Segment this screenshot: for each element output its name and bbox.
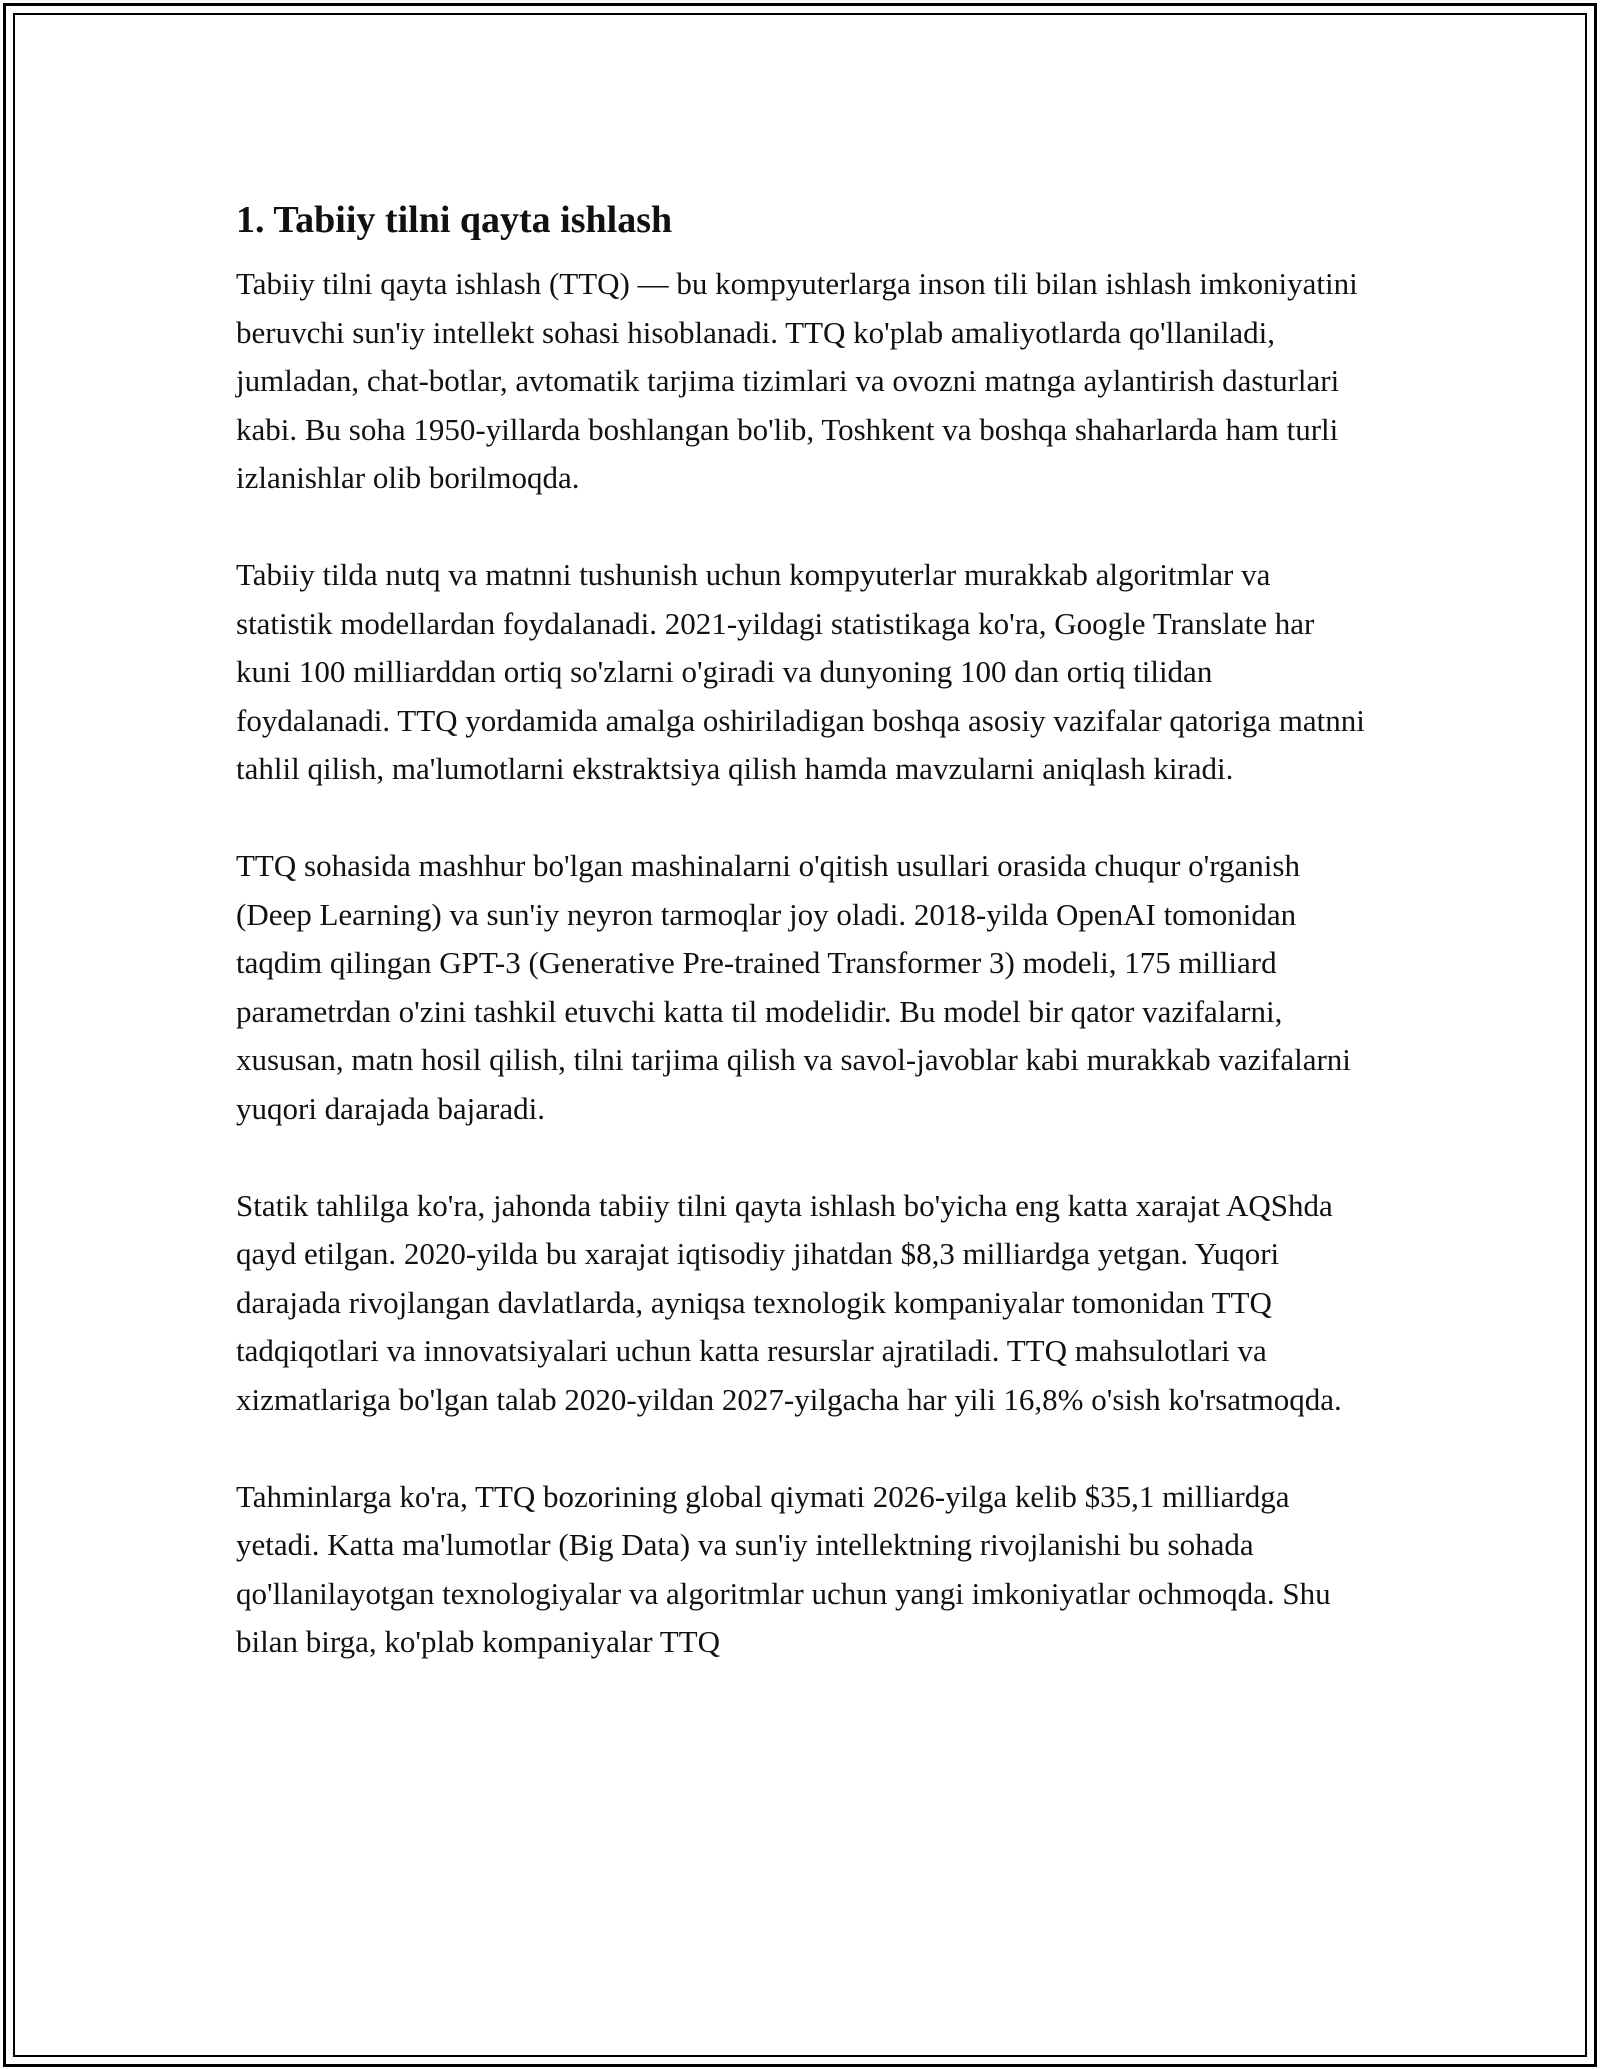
- paragraph-5: Tahminlarga ko'ra, TTQ bozorining global qiymati 2026-yilga kelib $35,1 milliardga yetadi. Katta ma'lumotlar (Big Data) va sun'iy intellektning rivojlanishi bu sohada qo'llanilayotgan texnologiyalar va algoritmlar uchun yangi imkoniyatlar ochmoqda. Shu bilan birga, ko'plab kompaniyalar TTQ: [236, 1478, 1331, 1659]
- document-body: [236, 180, 1366, 1715]
- paragraph-3: TTQ sohasida mashhur bo'lgan mashinalarni o'qitish usullari orasida chuqur o'rganish (Deep Learning) va sun'iy neyron tarmoqlar joy oladi. 2018-yilda OpenAI tomonidan taqdim qilingan GPT-3 (Generative Pre-trained Transformer 3) modeli, 175 milliard parametrdan o'zini tashkil etuvchi katta til modelidir. Bu model bir qator vazifalarni, xususan, matn hosil qilish, tilni tarjima qilish va savol-javoblar kabi murakkab vazifalarni yuqori darajada bajaradi.: [236, 848, 1351, 1126]
- paragraph-4: Statik tahlilga ko'ra, jahonda tabiiy tilni qayta ishlash bo'yicha eng katta xarajat AQShda qayd etilgan. 2020-yilda bu xarajat iqtisodiy jihatdan $8,3 milliardga yetgan. Yuqori darajada rivojlangan davlatlarda, ayniqsa texnologik kompaniyalar tomonidan TTQ tadqiqotlari va innovatsiyalari uchun katta resurslar ajratiladi. TTQ mahsulotlari va xizmatlariga bo'lgan talab 2020-yildan 2027-yilgacha har yili 16,8% o'sish ko'rsatmoqda.: [236, 1187, 1342, 1417]
- section-heading: 1. Tabiiy tilni qayta ishlash: [236, 199, 673, 241]
- paragraph-1: Tabiiy tilni qayta ishlash (TTQ) — bu kompyuterlarga inson tili bilan ishlash imkoniyatini beruvchi sun'iy intellekt sohasi hisoblanadi. TTQ ko'plab amaliyotlarda qo'llaniladi, jumladan, chat-botlar, avtomatik tarjima tizimlari va ovozni matnga aylantirish dasturlari kabi. Bu soha 1950-yillarda boshlangan bo'lib, Toshkent va boshqa shaharlarda ham turli izlanishlar olib borilmoqda.: [236, 266, 1358, 495]
- paragraph-2: Tabiiy tilda nutq va matnni tushunish uchun kompyuterlar murakkab algoritmlar va statistik modellardan foydalanadi. 2021-yildagi statistikaga ko'ra, Google Translate har kuni 100 milliarddan ortiq so'zlarni o'giradi va dunyoning 100 dan ortiq tilidan foydalanadi. TTQ yordamida amalga oshiriladigan boshqa asosiy vazifalar qatoriga matnni tahlil qilish, ma'lumotlarni ekstraktsiya qilish hamda mavzularni aniqlash kiradi.: [236, 557, 1365, 786]
